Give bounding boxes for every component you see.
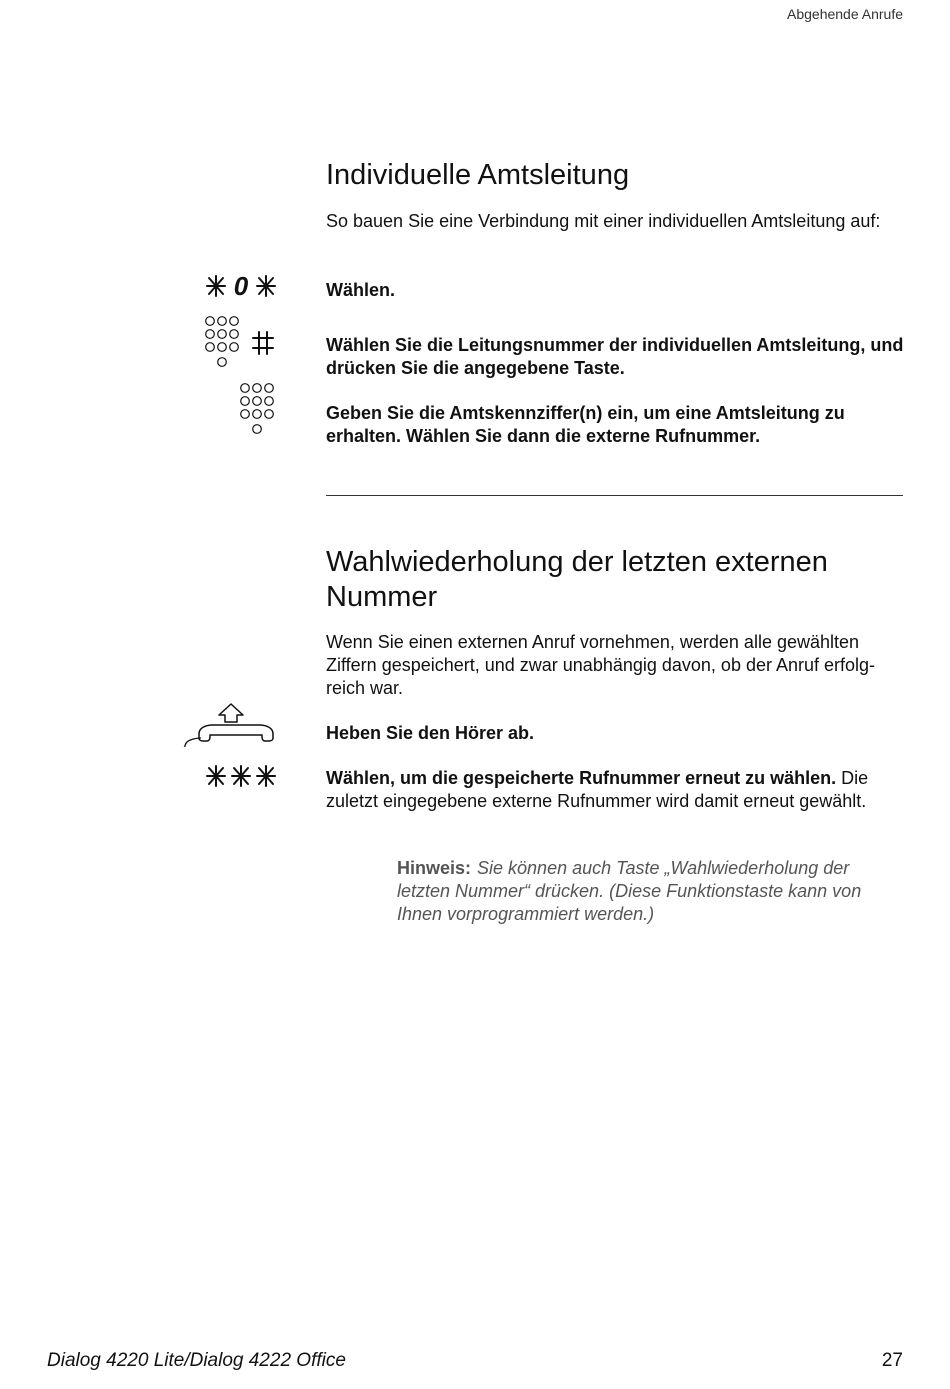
section1-intro: So bauen Sie eine Verbindung mit einer individuellen Amtsleitung auf: (326, 211, 881, 231)
note-text: Sie können auch Taste „Wahlwiederholung der letzten Nummer“ drücken. (Diese Funktionstaste kann von Ihnen vorprogrammiert werden.) (397, 858, 862, 924)
star-star-star-icon (205, 763, 277, 789)
section-title-individual-line: Individuelle Amtsleitung (326, 159, 630, 191)
step-line-number-text: Wählen Sie die Leitungsnummer der individuellen Amtsleitung, und drücken Sie die angegebene Taste. (326, 335, 904, 378)
footer-product: Dialog 4220 Lite/Dialog 4222 Office (47, 1350, 346, 1371)
step-trunk-code-text: Geben Sie die Amtskennziffer(n) ein, um eine Amtsleitung zu erhalten. Wählen Sie dann die externe Rufnummer. (326, 403, 845, 446)
step-lift-handset-text: Heben Sie den Hörer ab. (326, 723, 535, 743)
keypad-icon (239, 383, 277, 439)
page-number: 27 (881, 1350, 903, 1371)
section2-intro: Wenn Sie einen externen Anruf vornehmen, werden alle gewählten Ziffern gespeichert, und zwar unabhängig davon, ob der Anruf erfolgreich war. (326, 632, 876, 698)
keypad-hash-icon (204, 316, 278, 372)
note-label: Hinweis: (397, 858, 472, 878)
step-redial-bold-text: Wählen, um die gespeicherte Rufnummer erneut zu wählen. (326, 768, 837, 788)
step-redial-text: Die zuletzt eingegebene externe Rufnummer wird damit erneut gewählt. (326, 768, 869, 811)
step-redial (326, 767, 904, 813)
step-dial-text: Wählen. (326, 280, 396, 300)
note-box (397, 857, 907, 926)
section-title-redial: Wahlwiederholung der letzten externen Nummer (326, 546, 828, 613)
star-zero-star-icon (205, 273, 277, 299)
handset-off-hook-icon (181, 702, 279, 748)
section-divider (326, 495, 903, 496)
svg-text:0: 0 (233, 273, 249, 299)
running-header: Abgehende Anrufe (787, 6, 903, 22)
